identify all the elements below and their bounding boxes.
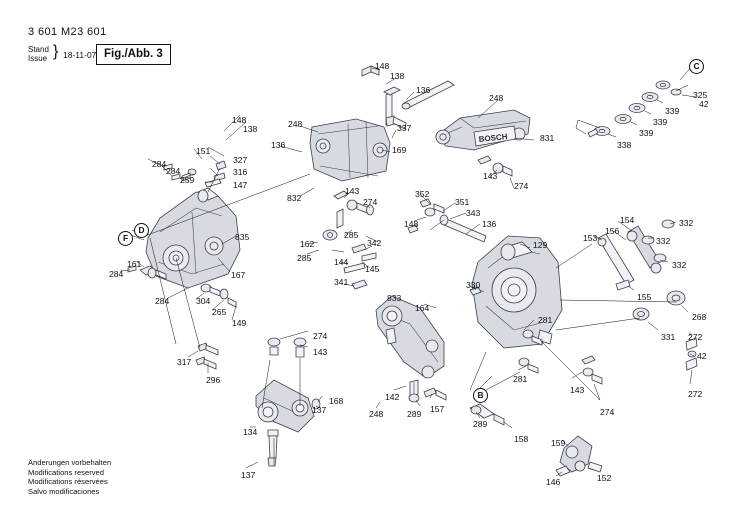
callout-284: 284 [109,269,124,279]
callout-284: 284 [155,296,170,306]
callout-265: 265 [212,307,227,317]
callout-158: 158 [514,434,529,444]
callout-339: 339 [639,128,654,138]
callout-339: 339 [665,106,680,116]
callout-168: 168 [329,396,344,406]
callout-137: 137 [312,405,327,415]
callout-339: 339 [653,117,668,127]
callout-316: 316 [233,167,248,177]
part-group-arm-134 [246,331,322,468]
circled-ref-c: C [689,59,704,74]
callout-296: 296 [206,375,221,385]
callout-151: 151 [196,146,211,156]
callout-342: 342 [367,238,382,248]
callout-338: 338 [617,140,632,150]
callout-155: 155 [637,292,652,302]
circled-ref-d: D [134,223,149,238]
callout-274: 274 [514,181,529,191]
callout-143: 143 [345,186,360,196]
callout-138: 138 [390,71,405,81]
callout-248: 248 [369,409,384,419]
callout-148: 148 [375,61,390,71]
brace-glyph: } [53,43,59,60]
callout-832: 832 [287,193,302,203]
callout-325: 325 [693,90,708,100]
callout-341: 341 [334,277,349,287]
callout-143: 143 [483,171,498,181]
callout-304: 304 [196,296,211,306]
callout-148: 148 [404,219,419,229]
callout-136: 136 [416,85,431,95]
callout-42: 42 [697,351,707,361]
callout-352: 352 [415,189,430,199]
footer-line-fr: Modifications réservées [28,477,108,487]
callout-274: 274 [313,331,328,341]
callout-153: 153 [583,233,598,243]
callout-332: 332 [672,260,687,270]
callout-142: 142 [385,392,400,402]
callout-129: 129 [533,240,548,250]
footer-line-en: Modifications reserved [28,467,104,477]
figure-badge: Fig./Abb. 3 [96,44,171,65]
callout-268: 268 [692,312,707,322]
callout-136: 136 [271,140,286,150]
callout-332: 332 [656,236,671,246]
callout-337: 337 [397,123,412,133]
callout-162: 162 [300,239,315,249]
callout-332: 332 [679,218,694,228]
callout-317: 317 [177,357,192,367]
callout-143: 143 [570,385,585,395]
callout-156: 156 [605,226,620,236]
callout-169: 169 [392,145,407,155]
part-group-body-129 [470,236,602,400]
callout-272: 272 [688,332,703,342]
circled-ref-b: B [473,388,488,403]
callout-331: 331 [661,332,676,342]
footer-line-es: Salvo modificaciones [28,486,100,496]
callout-289: 289 [473,419,488,429]
callout-164: 164 [415,303,430,313]
callout-134: 134 [243,427,258,437]
callout-272: 272 [688,389,703,399]
callout-285: 285 [297,253,312,263]
callout-42: 42 [699,99,709,109]
callout-147: 147 [233,180,248,190]
callout-833: 833 [387,293,402,303]
callout-281: 281 [538,315,553,325]
callout-835: 835 [235,232,250,242]
callout-167: 167 [231,270,246,280]
callout-145: 145 [365,264,380,274]
callout-138: 138 [243,124,258,134]
callout-289: 289 [407,409,422,419]
part-number: 3 601 M23 601 [28,26,107,38]
callout-152: 152 [597,473,612,483]
callout-161: 161 [127,259,142,269]
callout-136: 136 [482,219,497,229]
callout-154: 154 [620,215,635,225]
circled-ref-f: F [118,231,133,246]
callout-248: 248 [288,119,303,129]
callout-146: 146 [546,477,561,487]
part-group-center-shaft [307,194,486,289]
callout-284: 284 [152,159,167,169]
callout-149: 149 [232,318,247,328]
callout-148: 148 [232,115,247,125]
issue-date: 18-11-07 [63,50,97,60]
callout-248: 248 [489,93,504,103]
footer-line-de: Änderungen vorbehalten [28,458,112,467]
callout-259: 259 [180,175,195,185]
callout-274: 274 [363,197,378,207]
part-group-right-links [594,220,697,384]
callout-157: 157 [430,404,445,414]
callout-281: 281 [513,374,528,384]
callout-351: 351 [455,197,470,207]
footer-legal-note [28,458,111,496]
callout-831: 831 [540,133,555,143]
callout-143: 143 [313,347,328,357]
callout-274: 274 [600,407,615,417]
callout-343: 343 [466,208,481,218]
callout-144: 144 [334,257,349,267]
svg-text:BOSCH: BOSCH [478,132,508,144]
callout-330: 330 [466,280,481,290]
stand-issue-label: Stand Issue [28,45,49,63]
callout-137: 137 [241,470,256,480]
callout-285: 285 [344,230,359,240]
callout-327: 327 [233,155,248,165]
callout-284: 284 [166,166,181,176]
callout-159: 159 [551,438,566,448]
